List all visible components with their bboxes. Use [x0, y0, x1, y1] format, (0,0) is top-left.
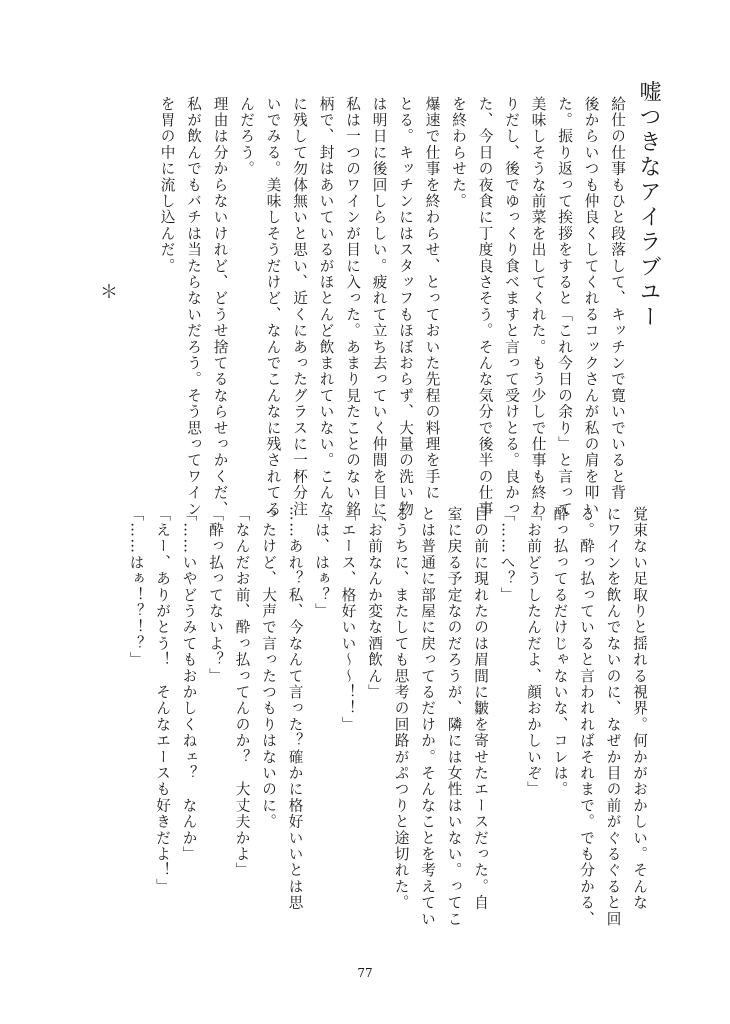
text-line: 「えー、ありがとう！ そんなエースも好きだよ！」	[154, 506, 171, 895]
text-line: 柄で、封はあいているがほとんど飲まれていない。こんな	[317, 96, 335, 518]
text-line: に残して勿体無いと思い、近くにあったグラスに一杯分注	[291, 96, 308, 518]
text-line: 「お前どうしたんだよ、顔おかしいぞ」	[525, 506, 542, 798]
text-line: を終わらせた。	[450, 96, 467, 210]
text-line: 「は、はぁ？」	[313, 506, 330, 620]
text-line: 給仕の仕事もひと段落して、キッチンで寛いでいると背	[609, 96, 626, 501]
text-line: 理由は分からないけれど、どうせ捨てるならせっかくだ、	[211, 96, 229, 518]
page-number: 77	[357, 966, 373, 980]
text-line: るうちに、またしても思考の回路がぷつりと途切れた。	[392, 506, 410, 911]
text-line: ったけど、大声で言ったつもりはないのに。	[260, 506, 277, 830]
text-line: 私が飲んでもバチは当たらないだろう。そう思ってワイン	[185, 96, 202, 518]
text-line: 「お前なんか変な酒飲ん」	[366, 506, 383, 701]
text-line: 「酔っ払ってないよ？」	[207, 506, 224, 685]
text-line: 「……いやどうみてもおかしくねェ？ なんか」	[180, 506, 198, 863]
text-block-top	[153, 96, 630, 534]
text-line: りだし、後でゆっくり食べますと言って受けとる。良かっ	[503, 96, 520, 518]
text-line: 「……はぁ！？！？」	[127, 506, 145, 668]
text-line: は明日に後回しらしい。疲れて立ち去っていく仲間を目に、	[370, 96, 388, 534]
text-line: にワインを飲んでないのに、なぜか目の前がぐるぐると回	[604, 506, 622, 928]
text-line: 後からいつも仲良くしてくれるコックさんが私の肩を叩い	[582, 96, 600, 518]
text-line: んだろう。	[238, 96, 255, 177]
text-line: 私は一つのワインが目に入った。あまり見たことのない銘	[344, 96, 361, 518]
text-line: 目の前に現れたのは眉間に皺を寄せたエースだった。自	[472, 506, 489, 911]
text-line: た、今日の夜食に丁度良さそう。そんな気分で後半の仕事	[476, 96, 494, 518]
text-line: た。振り返って挨拶をすると「これ今日の余り」と言って	[556, 96, 573, 518]
chapter-title: 嘘つきなアイラブユー	[636, 80, 661, 330]
text-line: とる。キッチンにはスタッフもほぼおらず、大量の洗い物	[397, 96, 414, 518]
text-line: 覚束ない足取りと揺れる視界。何かがおかしい。そんな	[631, 506, 648, 911]
text-line: る。酔っ払っていると言われればそれまで。でも分かる、	[578, 506, 595, 928]
text-line: ……あれ？私、今なんて言った？確かに格好いいとは思	[286, 506, 304, 911]
text-line: とは普通に部屋に戻ってるだけか。そんなことを考えてい	[419, 506, 436, 928]
text-line: いでみる。美味しそうだけど、なんでこんなに残されてる	[264, 96, 282, 518]
text-line: 酔っ払ってるだけじゃないな、コレは。	[551, 506, 569, 798]
text-block-bottom	[122, 506, 652, 928]
text-line: 「エース、格好いい〜〜！！」	[339, 506, 357, 733]
scene-separator: ＊	[100, 282, 118, 303]
text-line: を胃の中に流し込んだ。	[158, 96, 176, 275]
text-line: 「……へ？」	[498, 506, 516, 604]
text-line: 「なんだお前、酔っ払ってんのか？ 大丈夫かよ」	[233, 506, 251, 879]
text-line: 美味しそうな前菜を出してくれた。もう少しで仕事も終わ	[529, 96, 547, 518]
text-line: 爆速で仕事を終わらせ、とっておいた先程の料理を手に	[423, 96, 441, 501]
text-line: 室に戻る予定なのだろうが、隣には女性はいない。ってこ	[445, 506, 463, 928]
